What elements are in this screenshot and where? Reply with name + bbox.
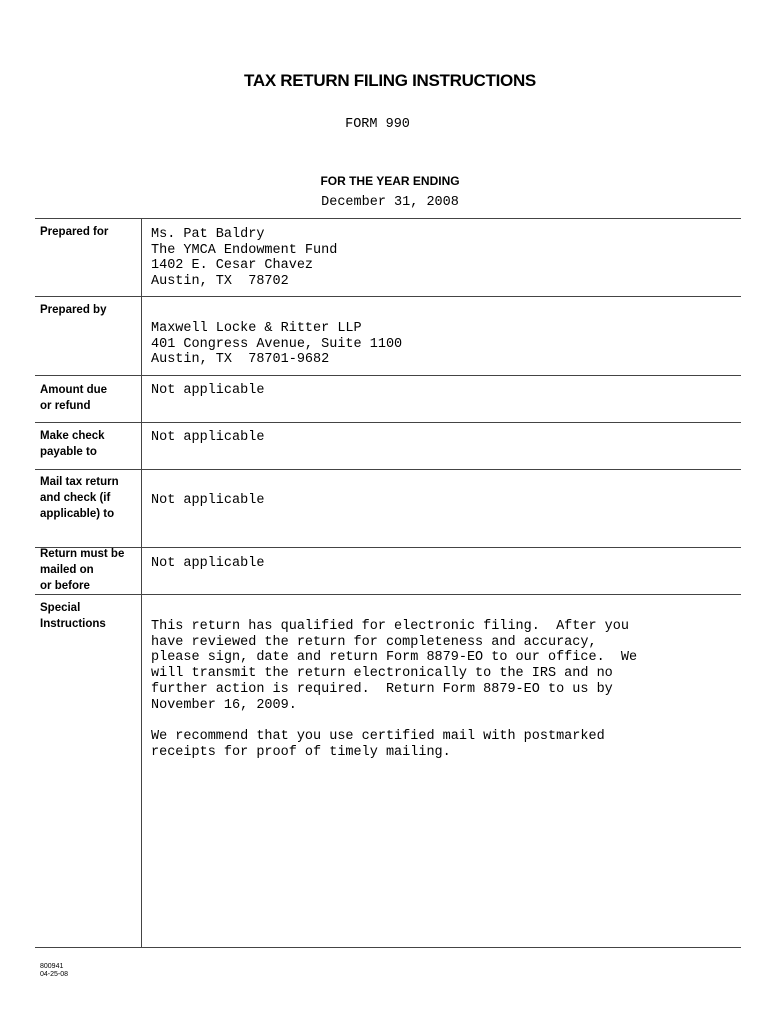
prepared-by-label: Prepared by: [40, 304, 107, 316]
label-column-divider: [141, 219, 142, 948]
mailed-by-value: Not applicable: [151, 556, 265, 571]
make-check-value: Not applicable: [151, 430, 265, 445]
mail-return-label: Mail tax return and check (if applicable) to: [40, 476, 119, 520]
prepared-by-value: [151, 321, 402, 368]
address-line: Maxwell Locke & Ritter LLP: [151, 321, 362, 336]
address-line: Ms. Pat Baldry: [151, 227, 265, 242]
amount-due-label: Amount due or refund: [40, 384, 108, 412]
document-title: TAX RETURN FILING INSTRUCTIONS: [244, 71, 536, 90]
mail-return-value: Not applicable: [151, 493, 265, 508]
special-instructions-label: Special Instructions: [40, 602, 106, 630]
special-instructions-paragraph: This return has qualified for electronic filing. After you have reviewed the return for completeness and accuracy, please sign, date and return Form 8879-EO to our office. We will transmit the return electronically to the IRS and no further action is required. Return Form 8879-EO to us by November 16, 2009.: [151, 619, 638, 713]
prepared-for-value: [151, 227, 337, 290]
year-ending-date: December 31, 2008: [321, 195, 459, 210]
address-line: The YMCA Endowment Fund: [151, 242, 338, 258]
form-name: FORM 990: [345, 117, 410, 132]
address-line: Austin, TX 78701-9682: [151, 352, 330, 368]
amount-due-value: Not applicable: [151, 383, 265, 398]
special-instructions-recommendation: We recommend that you use certified mail with postmarked receipts for proof of timely mailing.: [151, 729, 605, 760]
address-line: 401 Congress Avenue, Suite 1100: [151, 336, 403, 352]
address-line: Austin, TX 78702: [151, 274, 289, 290]
year-ending-label: FOR THE YEAR ENDING: [320, 174, 460, 188]
mailed-by-label: Return must be mailed on or before: [40, 548, 125, 592]
address-line: 1402 E. Cesar Chavez: [151, 258, 314, 274]
form-footer-code: 800941 04-25-08: [40, 963, 69, 978]
make-check-label: Make check payable to: [40, 430, 105, 458]
prepared-for-label: Prepared for: [40, 226, 109, 238]
